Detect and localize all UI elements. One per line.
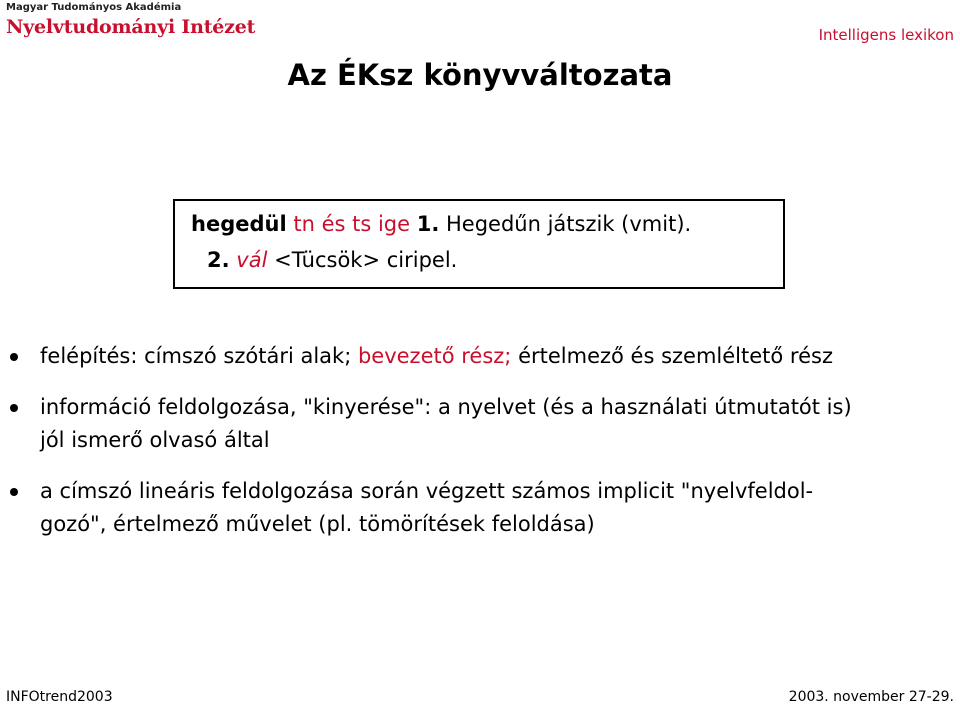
bullet-text <box>40 340 950 373</box>
page-title: Az ÉKsz könyvváltozata <box>287 58 673 92</box>
entry-sense2-text: <Tücsök> ciripel. <box>274 248 458 272</box>
bullet-part-highlight: bevezető rész; <box>357 344 512 368</box>
logo-institute-name: Nyelvtudományi Intézet <box>6 16 256 38</box>
bullet-dot-icon <box>10 353 18 361</box>
bullet-text-line: információ feldolgozása, "kinyerése": a nyelvet (és a használati útmutatót is) <box>40 395 852 419</box>
entry-grammar: tn és ts ige <box>293 212 411 236</box>
bullet-list <box>40 340 950 559</box>
entry-sense2-label: vál <box>236 248 268 272</box>
entry-sense1-text: Hegedűn játszik (vmit). <box>446 212 692 236</box>
entry-sense1-number: 1. <box>416 212 440 236</box>
entry-line-2 <box>207 248 457 272</box>
bullet-dot-icon <box>10 404 18 412</box>
entry-line-1 <box>191 212 691 236</box>
bullet-text-line: gozó", értelmező művelet (pl. tömörítések feloldása) <box>40 512 595 536</box>
footer-date: 2003. november 27-29. <box>788 689 954 705</box>
institute-logo <box>6 2 256 42</box>
logo-academy-name: Magyar Tudományos Akadémia <box>6 2 182 13</box>
bullet-text-line: jól ismerő olvasó által <box>40 428 270 452</box>
entry-headword: hegedül <box>191 212 287 236</box>
dictionary-entry-box <box>173 199 785 289</box>
bullet-part: felépítés: címszó szótári alak; <box>40 344 358 368</box>
bullet-item <box>40 475 950 541</box>
bullet-item <box>40 391 950 457</box>
bullet-part: értelmező és szemléltető rész <box>511 344 833 368</box>
header-topic: Intelligens lexikon <box>818 26 954 44</box>
entry-sense2-number: 2. <box>207 248 230 272</box>
footer-event: INFOtrend2003 <box>6 689 113 705</box>
bullet-text-line: a címszó lineáris feldolgozása során végzett számos implicit "nyelvfeldol- <box>40 479 814 503</box>
bullet-dot-icon <box>10 488 18 496</box>
bullet-item <box>40 340 950 373</box>
